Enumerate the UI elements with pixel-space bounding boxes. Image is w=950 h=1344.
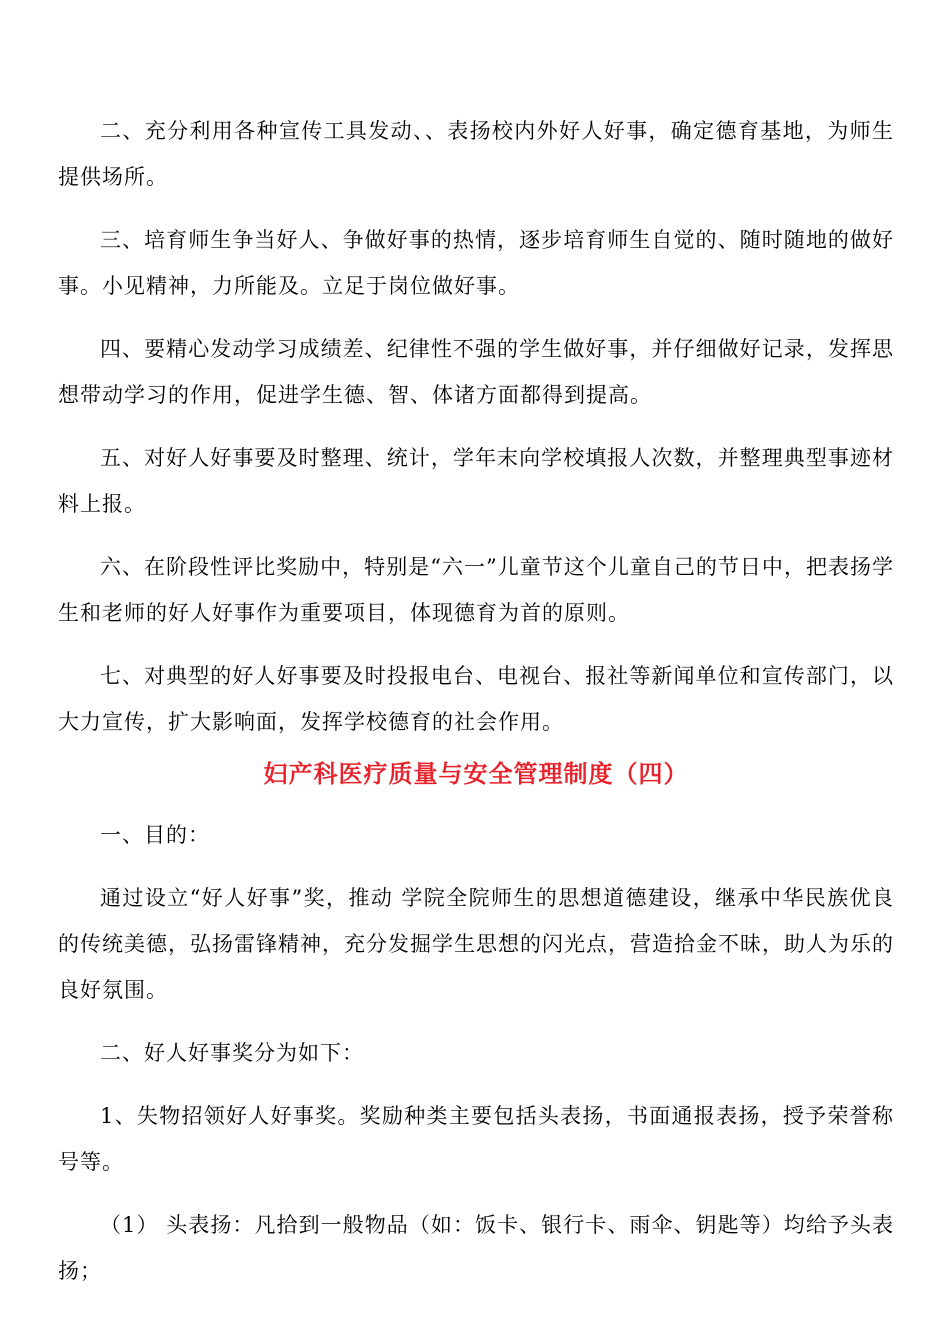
paragraph-7: 七、对典型的好人好事要及时投报电台、电视台、报社等新闻单位和宣传部门，以大力宣传，扩大影响面，发挥学校德育的社会作用。	[58, 664, 894, 734]
award-item-1: 1、失物招领好人好事奖。奖励种类主要包括头表扬，书面通报表扬，授予荣誉称号等。	[58, 1104, 894, 1174]
purpose-heading: 一、目的：	[100, 823, 210, 847]
paragraph-5: 五、对好人好事要及时整理、统计，学年末向学校填报人次数，并整理典型事迹材料上报。	[58, 446, 894, 516]
section-title: 妇产科医疗质量与安全管理制度（四）	[263, 759, 689, 788]
paragraph-3: 三、培育师生争当好人、争做好事的热情，逐步培育师生自觉的、随时随地的做好事。小见精神，力所能及。立足于岗位做好事。	[58, 228, 894, 298]
award-item-1-sub-1: （1） 头表扬：凡拾到一般物品（如：饭卡、银行卡、雨伞、钥匙等）均给予头表扬；	[58, 1213, 894, 1283]
document-page	[58, 108, 894, 1311]
paragraph-2: 二、充分利用各种宣传工具发动、、表扬校内外好人好事，确定德育基地，为师生提供场所。	[58, 119, 894, 189]
paragraph-6: 六、在阶段性评比奖励中，特别是“六一”儿童节这个儿童自己的节日中，把表扬学生和老师的好人好事作为重要项目，体现德育为首的原则。	[58, 555, 894, 625]
paragraph-4: 四、要精心发动学习成绩差、纪律性不强的学生做好事，并仔细做好记录，发挥思想带动学习的作用，促进学生德、智、体诸方面都得到提高。	[58, 337, 894, 407]
award-types-heading: 二、好人好事奖分为如下：	[100, 1041, 364, 1065]
purpose-paragraph: 通过设立“好人好事”奖，推动 学院全院师生的思想道德建设，继承中华民族优良的传统美德，弘扬雷锋精神，充分发掘学生思想的闪光点，营造拾金不昧，助人为乐的良好氛围。	[58, 886, 894, 1002]
